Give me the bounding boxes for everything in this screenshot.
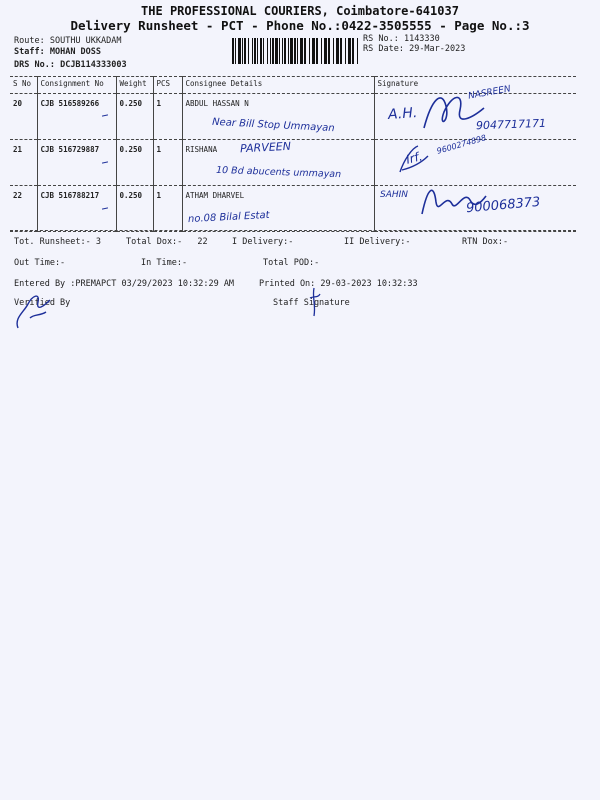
staff-line: Staff: MOHAN DOSS (14, 47, 102, 57)
signature-scribble (396, 142, 432, 176)
divider (10, 230, 576, 231)
verified-by: Verified By (14, 298, 71, 308)
runsheet-subtitle: Delivery Runsheet - PCT - Phone No.:0422-3505555 - Page No.:3 (70, 18, 530, 33)
staff-signature-scribble (306, 286, 322, 318)
table-row (10, 140, 576, 186)
col-signature: Signature (374, 77, 576, 94)
out-time: Out Time:- (14, 258, 66, 268)
col-consignment: Consignment No (37, 77, 116, 94)
printed-on: Printed On: 29-03-2023 10:32:33 (259, 279, 418, 289)
rs-no-value: 1143330 (403, 34, 440, 44)
route-value: SOUTHU UKKADAM (49, 36, 122, 46)
table-row (10, 94, 576, 140)
handwritten-signature: A.H. (387, 104, 418, 124)
company-title: THE PROFESSIONAL COURIERS, Coimbatore-641037 (141, 4, 459, 18)
barcode-bar (358, 38, 360, 64)
in-time: In Time:- (141, 258, 188, 268)
cell-consignee: RISHANA (182, 140, 374, 186)
rs-date-line: RS Date: 29-Mar-2023 (363, 44, 466, 54)
handwritten-name: NASREEN (467, 84, 512, 102)
col-sno: S No (13, 79, 32, 88)
barcode (232, 38, 360, 64)
cell-weight: 0.250 (116, 186, 153, 232)
handwritten-address: Near Bill Stop Ummayan (211, 116, 335, 135)
i-delivery: I Delivery:- (232, 237, 294, 247)
verifier-signature-scribble (10, 288, 60, 332)
handwritten-address: no.08 Bilal Estat (187, 209, 270, 226)
rtn-dox: RTN Dox:- (462, 237, 509, 247)
total-pod: Total POD:- (263, 258, 320, 268)
col-pcs: PCS (153, 77, 182, 94)
handwritten-phone: 9047717171 (475, 116, 547, 133)
cell-weight: 0.250 (116, 94, 153, 140)
rs-date-value: 29-Mar-2023 (409, 44, 466, 54)
cell-sno: 20 (13, 99, 23, 108)
route-line: Route: SOUTHU UKKADAM (14, 36, 122, 46)
cell-consignee: ATHAM DHARVEL (182, 186, 374, 232)
handwritten-signature: Irf. (404, 149, 424, 167)
col-weight: Weight (116, 77, 153, 94)
handwritten-name: SAHIN (380, 190, 409, 200)
cell-pcs: 1 (153, 140, 182, 186)
cell-consignment: CJB 516729887 (37, 140, 116, 186)
handwritten-address: 10 Bd abucents ummayan (215, 164, 342, 181)
total-dox: Total Dox:- 22 (126, 237, 208, 247)
drs-value: DCJB114333003 (60, 60, 127, 70)
ii-delivery: II Delivery:- (344, 237, 411, 247)
tot-runsheet: Tot. Runsheet:- 3 (14, 237, 102, 247)
cell-consignee: ABDUL HASSAN N (182, 94, 374, 140)
cell-consignment: CJB 516589266 (37, 94, 116, 140)
rs-no-line: RS No.: 1143330 (363, 34, 440, 44)
handwritten-name: PARVEEN (239, 139, 292, 156)
handwritten-phone: 9600274898 (435, 133, 488, 156)
cell-consignment: CJB 516788217 (37, 186, 116, 232)
cell-pcs: 1 (153, 186, 182, 232)
col-consignee: Consignee Details (182, 77, 374, 94)
drs-line: DRS No.: DCJB114333003 (14, 60, 127, 70)
cell-sno: 22 (13, 191, 23, 200)
cell-sno: 21 (13, 145, 23, 154)
cell-pcs: 1 (153, 94, 182, 140)
staff-value: MOHAN DOSS (49, 47, 102, 57)
handwritten-phone: 900068373 (465, 194, 541, 217)
staff-signature: Staff Signature (273, 298, 350, 308)
entered-by: Entered By :PREMAPCT 03/29/2023 10:32:29 AM (14, 279, 235, 289)
cell-weight: 0.250 (116, 140, 153, 186)
